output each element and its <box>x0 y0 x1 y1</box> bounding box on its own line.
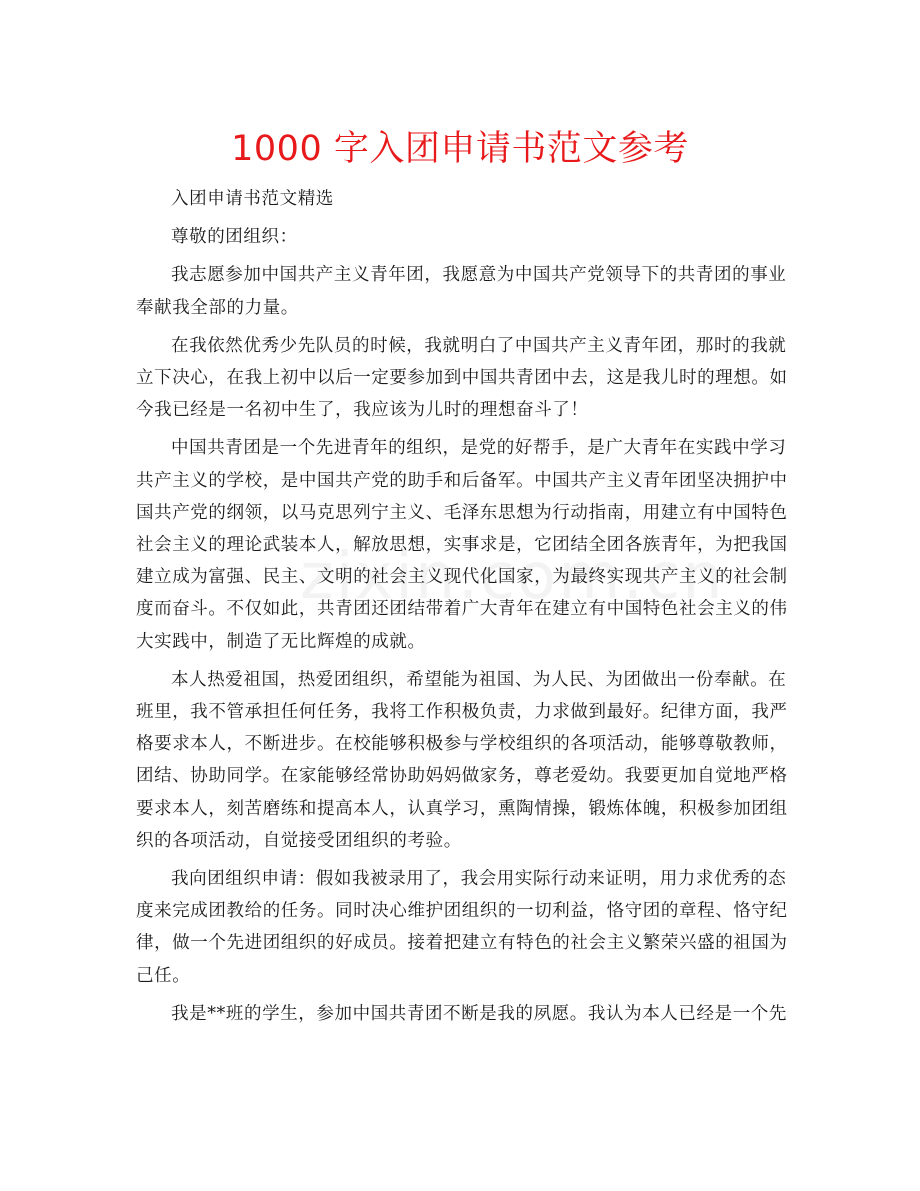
text-line: 本人热爱祖国，热爱团组织，希望能为祖国、为人民、为团做出一份奉献。在 <box>171 669 787 690</box>
text-line: 大实践中，制造了无比辉煌的成就。 <box>136 631 426 652</box>
salutation-paragraph <box>136 221 788 253</box>
body-paragraph-1 <box>136 259 788 323</box>
text-line: 今我已经是一名初中生了，我应该为儿时的理想奋斗了！ <box>136 400 589 421</box>
text-line: 建立成为富强、民主、文明的社会主义现代化国家，为最终实现共产主义的社会制 <box>136 567 788 588</box>
text-line: 律，做一个先进团组织的好成员。接着把建立有特色的社会主义繁荣兴盛的祖国为 <box>136 933 788 954</box>
text-line: 度来完成团教给的任务。同时决心维护团组织的一切利益，恪守团的章程、恪守纪 <box>136 901 788 922</box>
body-paragraph-4 <box>136 664 788 857</box>
document-body <box>136 183 788 1036</box>
text-line: 班里，我不管承担任何任务，我将工作积极负责，力求做到最好。纪律方面，我严 <box>136 702 788 723</box>
body-paragraph-2 <box>136 330 788 427</box>
text-line: 国共产党的纲领，以马克思列宁主义、毛泽东思想为行动指南，用建立有中国特色 <box>136 502 788 523</box>
body-paragraph-6 <box>136 998 788 1030</box>
text-line: 团结、协助同学。在家能够经常协助妈妈做家务，尊老爱幼。我要更加自觉地严格 <box>136 766 788 787</box>
text-line: 立下决心，在我上初中以后一定要参加到中国共青团中去，这是我儿时的理想。如 <box>136 368 788 389</box>
text-line: 入团申请书范文精选 <box>171 189 334 209</box>
text-line: 度而奋斗。不仅如此，共青团还团结带着广大青年在建立有中国特色社会主义的伟 <box>136 599 788 620</box>
text-line: 尊敬的团组织： <box>171 227 298 248</box>
text-line: 我向团组织申请：假如我被录用了，我会用实际行动来证明，用力求优秀的态 <box>171 869 787 890</box>
text-line: 织的各项活动，自觉接受团组织的考验。 <box>136 830 462 851</box>
text-line: 社会主义的理论武装本人，解放思想，实事求是，它团结全团各族青年，为把我国 <box>136 535 788 556</box>
text-line: 共产主义的学校，是中国共产党的助手和后备军。中国共产主义青年团坚决拥护中 <box>136 470 788 491</box>
subtitle-paragraph <box>136 183 788 215</box>
document-title: 1000 字入团申请书范文参考 <box>231 129 689 169</box>
text-line: 奉献我全部的力量。 <box>136 297 299 318</box>
body-paragraph-3 <box>136 432 788 657</box>
body-paragraph-5 <box>136 863 788 992</box>
text-line: 我志愿参加中国共产主义青年团，我愿意为中国共产党领导下的共青团的事业 <box>171 265 787 286</box>
text-line: 格要求本人，不断进步。在校能够积极参与学校组织的各项活动，能够尊敬教师， <box>136 734 788 755</box>
text-line: 中国共青团是一个先进青年的组织，是党的好帮手，是广大青年在实践中学习 <box>171 438 787 459</box>
text-line: 在我依然优秀少先队员的时候，我就明白了中国共产主义青年团，那时的我就 <box>171 335 787 356</box>
text-line: 要求本人，刻苦磨练和提高本人，认真学习，熏陶情操，锻炼体魄，积极参加团组 <box>136 798 788 819</box>
text-line: 我是**班的学生，参加中国共青团不断是我的夙愿。我认为本人已经是一个先 <box>171 1003 787 1024</box>
text-line: 己任。 <box>136 965 191 986</box>
